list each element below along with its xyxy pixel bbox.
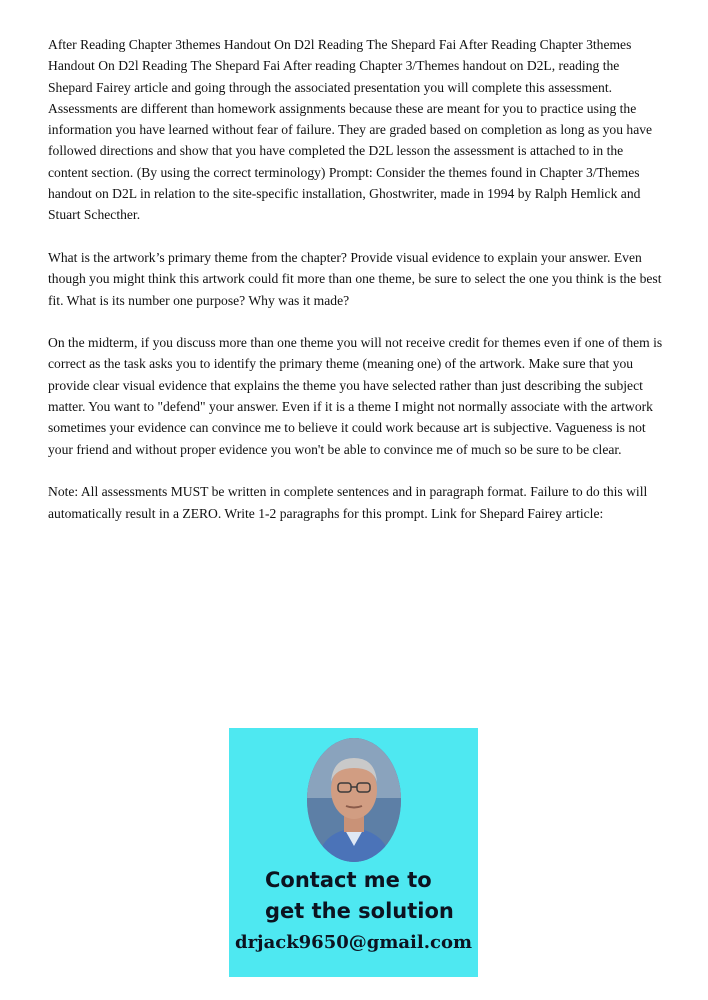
paragraph-midterm-note: On the midterm, if you discuss more than one theme you will not receive credit for themes even if one of them is correct as the task asks you to identify the primary theme (meaning one) of the artwork. Make sure that you provide clear visual evidence that explains the theme you have selected rather than just describing the subject matter. You want to "defend" your answer. Even if it is a theme I might not normally associate with the artwork sometimes your evidence can convince me to believe it could work because art is subjective. Vagueness is not your friend and without proper evidence you won't be able to convince me of much so be sure to be clear.: [48, 335, 663, 457]
paragraph-assessment-note: Note: All assessments MUST be written in complete sentences and in paragraph format. Failure to do this will automatically result in a ZERO. Write 1-2 paragraphs for this prompt. Link for Shepard Fairey article:: [48, 484, 648, 521]
document-body: [48, 34, 666, 545]
contact-email[interactable]: drjack9650@gmail.com: [234, 932, 473, 953]
paragraph-intro: After Reading Chapter 3themes Handout On D2l Reading The Shepard Fai After Reading Chapter 3themes Handout On D2l Reading The Shepard Fai After reading Chapter 3/Themes handout on D2L, reading the Shepard Fairey article and going through the associated presentation you will complete this assessment. Assessments are different than homework assignments because these are meant for you to practice using the information you have learned without fear of failure. They are graded based on completion as long as you have followed directions and show that you have completed the D2L lesson the assessment is attached to in the content section. (By using the correct terminology) Prompt: Consider the themes found in Chapter 3/Themes handout on D2L in relation to the site-specific installation, Ghostwriter, made in 1994 by Ralph Hemlick and Stuart Schecther.: [48, 37, 653, 223]
portrait-illustration: [307, 738, 401, 862]
contact-headline-line1: Contact me to: [265, 868, 432, 892]
contact-headline-line2: get the solution: [265, 899, 454, 923]
portrait-photo: [307, 738, 401, 862]
paragraph-question: What is the artwork’s primary theme from the chapter? Provide visual evidence to explain your answer. Even though you might think this artwork could fit more than one theme, be sure to select the one you think is the best fit. What is its number one purpose? Why was it made?: [48, 249, 662, 308]
contact-promo-banner[interactable]: [229, 728, 478, 977]
